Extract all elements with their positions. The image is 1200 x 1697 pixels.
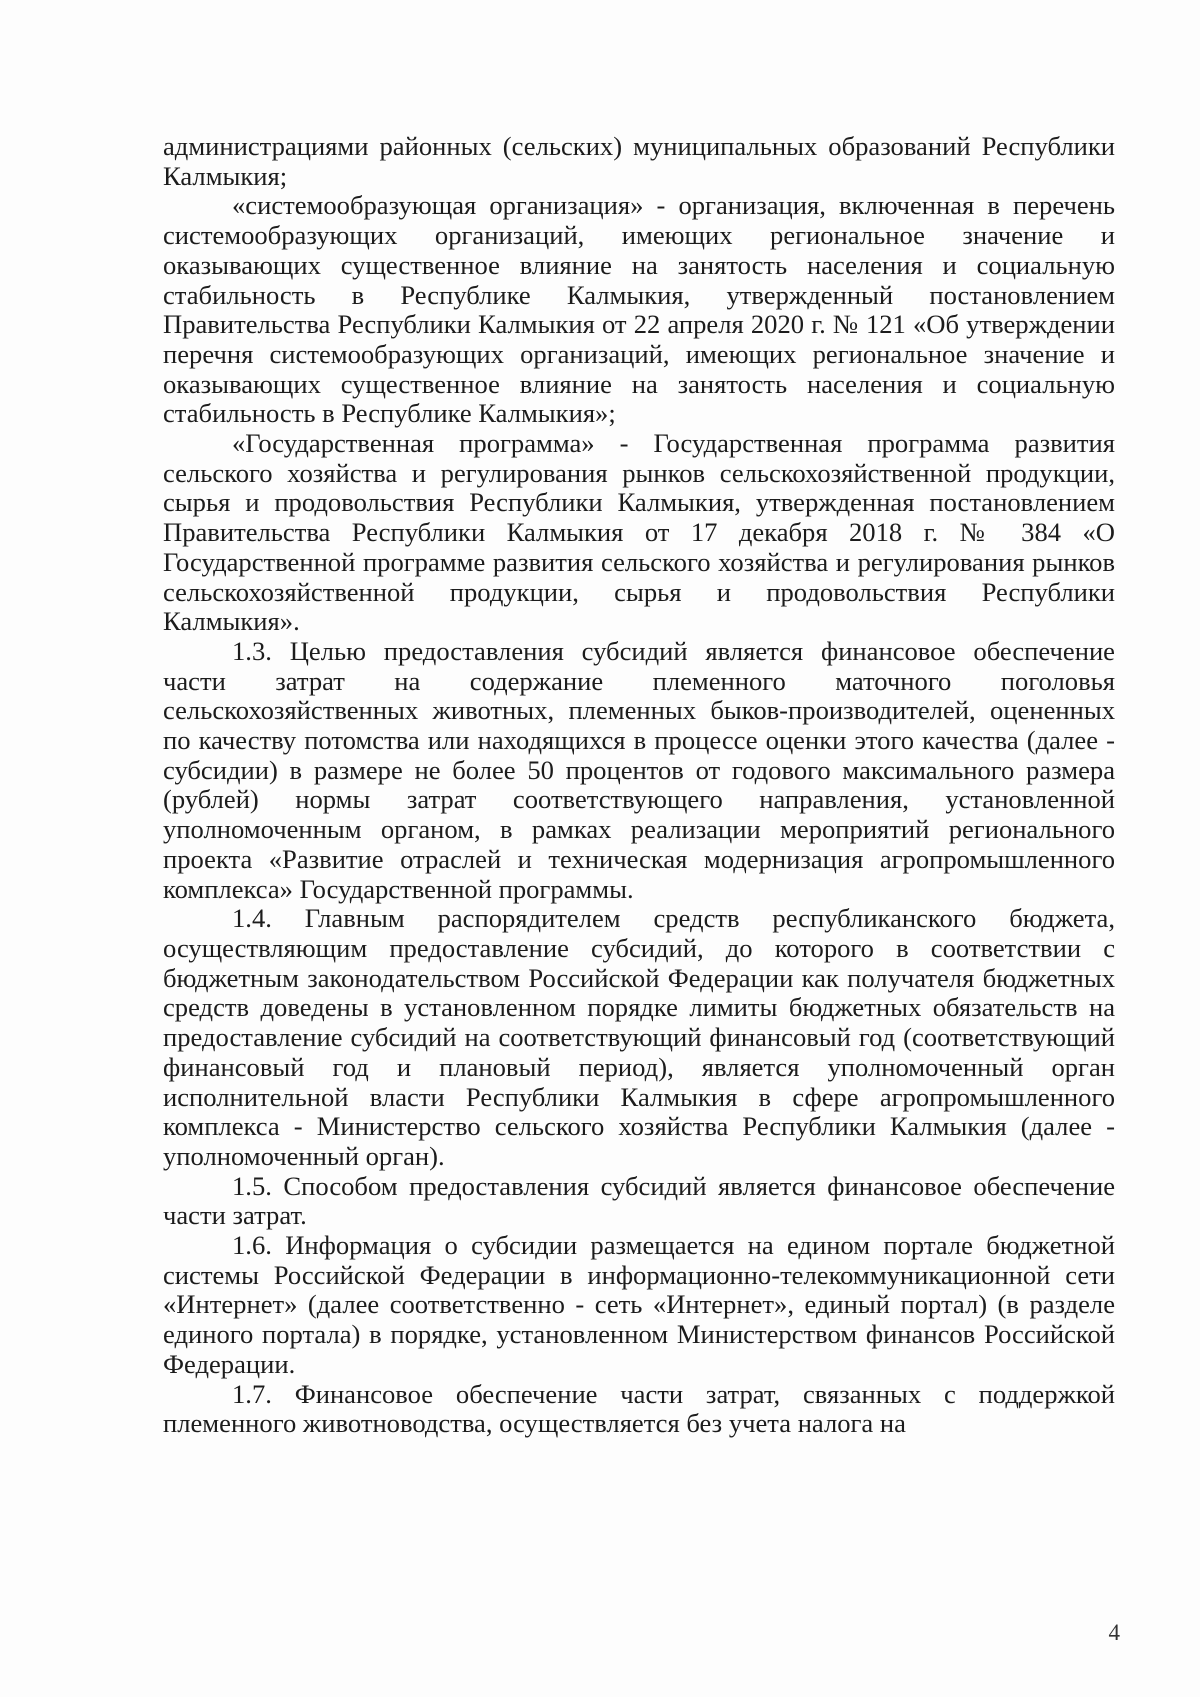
paragraph-definition-state-program: «Государственная программа» - Государственная программа развития сельского хозяйства и регулирования рынков сельскохозяйственной продукции, сырья и продовольствия Республики Калмыкия, утвержденная постановлением Правительства Республики Калмыкия от 17 декабря 2018 г. № 384 «О Государственной программе развития сельского хозяйства и регулирования рынков сельскохозяйственной продукции, сырья и продовольствия Республики Калмыкия».	[163, 428, 1115, 637]
page-number: 4	[1108, 1620, 1120, 1645]
paragraph-1-3: 1.3. Целью предоставления субсидий является финансовое обеспечение части затрат на содержание племенного маточного поголовья сельскохозяйственных животных, племенных быков-производителей, оцененных по качеству потомства или находящихся в процессе оценки этого качества (далее - субсидии) в размере не более 50 процентов от годового максимального размера (рублей) нормы затрат соответствующего направления, установленной уполномоченным органом, в рамках реализации мероприятий регионального проекта «Развитие отраслей и техническая модернизация агропромышленного комплекса» Государственной программы.	[163, 635, 1115, 904]
paragraph-continuation: администрациями районных (сельских) муниципальных образований Республики Калмыкия;	[163, 131, 1115, 191]
paragraph-1-5: 1.5. Способом предоставления субсидий является финансовое обеспечение части затрат.	[163, 1170, 1115, 1231]
paragraph-1-4: 1.4. Главным распорядителем средств республиканского бюджета, осуществляющим предоставление субсидий, до которого в соответствии с бюджетным законодательством Российской Федерации как получателя бюджетных средств доведены в установленном порядке лимиты бюджетных обязательств на предоставление субсидий на соответствующий финансовый год (соответствующий финансовый год и плановый период), является уполномоченный орган исполнительной власти Республики Калмыкия в сфере агропромышленного комплекса - Министерство сельского хозяйства Республики Калмыкия (далее - уполномоченный орган).	[163, 903, 1115, 1171]
paragraph-1-7: 1.7. Финансовое обеспечение части затрат, связанных с поддержкой племенного животноводства, осуществляется без учета налога на	[163, 1378, 1115, 1439]
document-body	[163, 132, 1115, 1439]
paragraph-definition-system-organization: «системообразующая организация» - организация, включенная в перечень системообразующих организаций, имеющих региональное значение и оказывающих существенное влияние на занятость населения и социальную стабильность в Республике Калмыкия, утвержденный постановлением Правительства Республики Калмыкия от 22 апреля 2020 г. № 121 «Об утверждении перечня системообразующих организаций, имеющих региональное значение и оказывающих существенное влияние на занятость населения и социальную стабильность в Республике Калмыкия»;	[163, 190, 1115, 429]
paragraph-1-6: 1.6. Информация о субсидии размещается на едином портале бюджетной системы Российской Федерации в информационно-телекоммуникационной сети «Интернет» (далее соответственно - сеть «Интернет», единый портал) (в разделе единого портала) в порядке, установленном Министерством финансов Российской Федерации.	[163, 1230, 1115, 1379]
